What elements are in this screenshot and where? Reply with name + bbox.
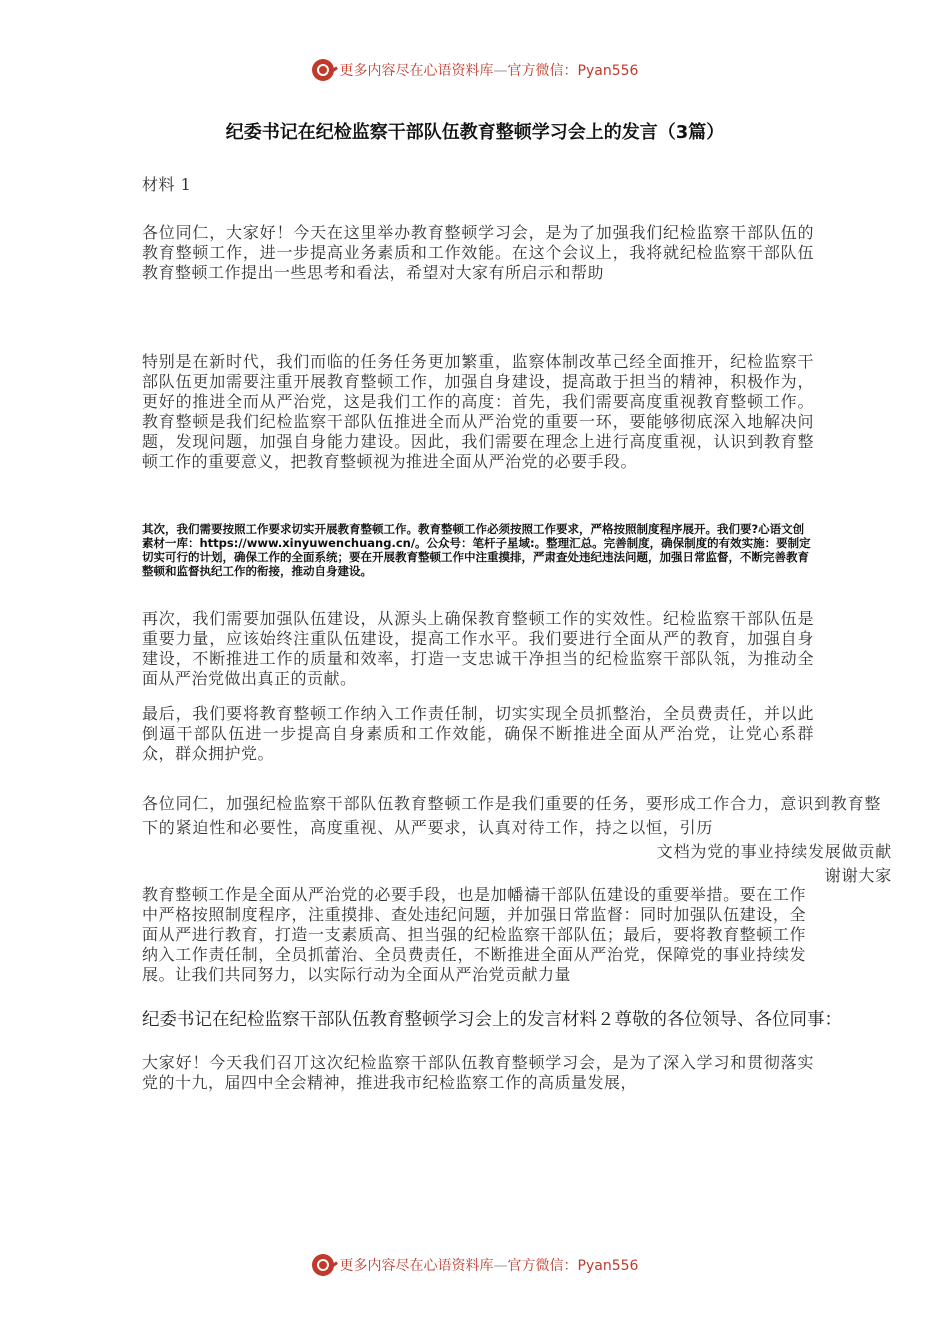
paragraph-second: 其次，我们需要按照工作要求切实开展教育整顿工作。教育整顿工作必须按照工作要求，严格按照制度程序展开。我们要?心语文创素材一库：https://www.xinyuwenchuang.cn/。公众号：笔杆子星域:。整理汇总。完善制度，确保制度的有效实施：要制定切实可行的计划，确保工作的全面系统；要在开展教育整顿工作中注重摸排，严肃查处违纪违法问题，加强日常监督，不断完善教育整顿和监督执纪工作的衔接，推动自身建设。 (142, 522, 811, 578)
thanks-line: 谢谢大家 (824, 866, 892, 885)
paragraph-opening: 各位同仁，大家好！今天在这里举办教育整顿学习会，是为了加强我们纪检监察干部队伍的教育整顿工作，进一步提高业务素质和工作效能。在这个会议上，我将就纪检监察干部队伍教育整顿工作提出一些思考和看法，希望对大家有所启示和帮助 (142, 223, 814, 282)
header-banner (0, 55, 950, 85)
brand-logo-icon (312, 59, 334, 81)
footer-wechat: 官方微信：Pyan556 (507, 1258, 639, 1274)
paragraph-material-2-opening: 大家好！今天我们召丌这次纪检监察干部队伍教育整顿学习会，是为了深入学习和贯彻落实党的十九，届四中全会精神，推进我市纪检监察工作的高质量发展， (142, 1053, 814, 1092)
paragraph-closing: 各位同仁，加强纪检监察干部队伍教育整顿工作是我们重要的任务，要形成工作合力，意识到教育整下的紧迫性和必要性，高度重视、从严要求，认真对待工作，持之以恒，引历 (142, 794, 882, 837)
header-text (340, 60, 639, 80)
paragraph-third: 再次，我们需要加强队伍建设，从源头上确保教育整顿工作的实效性。纪检监察干部队伍是重要力量，应该始终注重队伍建设，提高工作水平。我们要进行全面从严的教育，加强自身建设，不断推进工作的质量和效率，打造一支忠诚干净担当的纪检监察干部队瓴，为推动全面从严治党做出真正的贡献。 (142, 609, 814, 688)
footer-text (340, 1255, 639, 1275)
material-label: 材料 1 (142, 175, 192, 194)
header-separator: — (493, 63, 508, 79)
footer-logo-icon (312, 1254, 334, 1276)
footer-separator: — (493, 1258, 508, 1274)
header-wechat: 官方微信：Pyan556 (507, 63, 639, 79)
paragraph-finally: 最后，我们要将教育整顿工作纳入工作责任制，切实实现全员抓整治，全员费责任，并以此倒逼干部队伍进一步提高自身素质和工作效能，确保不断推进全面从严治党，让党心系群众，群众拥护党。 (142, 704, 814, 763)
material-2-heading: 纪委书记在纪检监察干部队伍教育整顿学习会上的发言材料２尊敬的各位领导、各位同事： (142, 1010, 842, 1030)
paragraph-summary: 教育整顿工作是全面从严治党的必要手段，也是加幡禱干部队伍建设的重要举措。要在工作中严格按照制度程序，注重摸排、查处违纪问题，并加强日常监督：同时加强队伍建设，全面从严进行教育，打造一支素质高、担当强的纪检监察干部队伍；最后，要将教育整顿工作纳入工作责任制，全员抓蕾治、全员费责任，不断推进全面从严治党，保障党的事业持续发展。让我们共同努力，以实际行动为全面从严治党贡献力量 (142, 885, 806, 984)
header-library-name: 更多内容尽在心语资料库 (339, 63, 494, 79)
paragraph-new-era: 特别是在新时代，我们而临的任务任务更加繁重，监察体制改革己经全面推开，纪检监察干部队伍更加需要注重开展教育整顿工作，加强自身建设，提高敢于担当的精神，积极作为，更好的推进全而从严治党，这是我们工作的高度：首先，我们需要高度重视教育整顿工作。教育整顿是我们纪检监察干部队伍推进全而从严治党的重要一环，要能够彻底深入地解决问题，发现问题，加强自身能力建设。因此，我们需要在理念上进行高度重视，认识到教育整顿工作的重要意义，把教育整顿视为推进全面从严治党的必要手段。 (142, 352, 814, 471)
footer-banner (0, 1250, 950, 1280)
paragraph-closing-end: 文档为党的事业持续发展做贡献 (656, 842, 892, 861)
document-title: 纪委书记在纪检监察干部队伍教育整顿学习会上的发言（3篇） (225, 122, 725, 143)
footer-library-name: 更多内容尽在心语资料库 (339, 1258, 494, 1274)
